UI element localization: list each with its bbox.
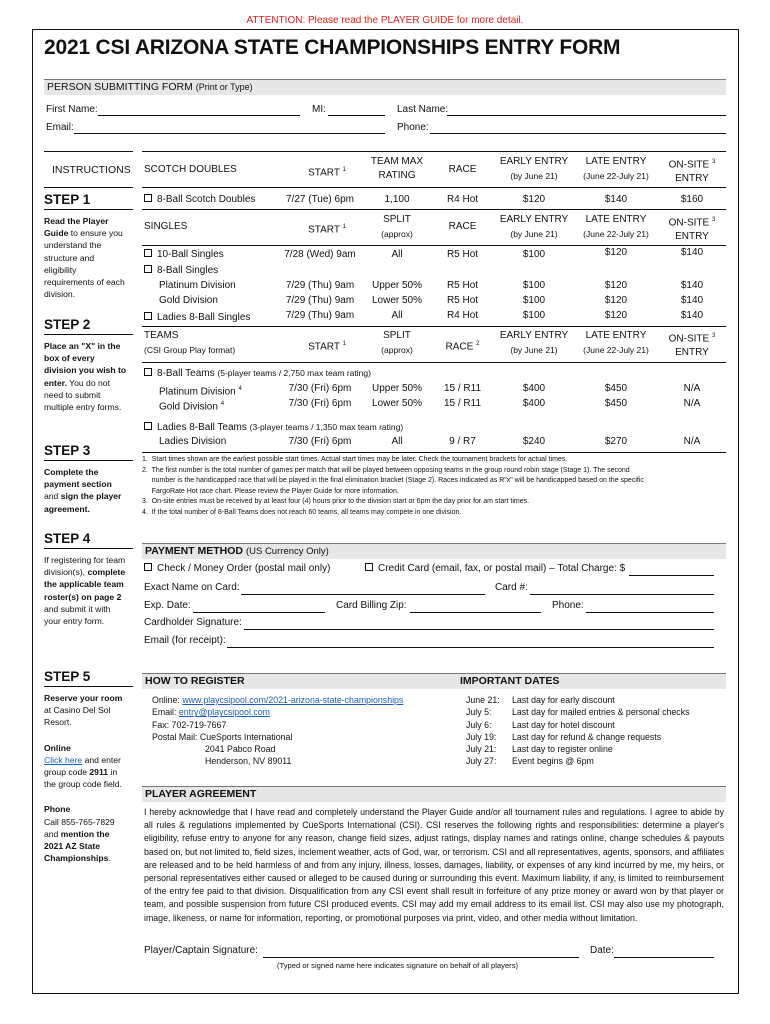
step-5-text: Reserve your room at Casino Del Sol Resort. [44,693,123,728]
mi-field[interactable] [328,115,385,116]
signature-label: Player/Captain Signature: [144,945,258,956]
hotel-click-here-link[interactable]: Click here [44,754,83,765]
teams-header: TEAMS (CSI Group Play format) [144,330,236,355]
mi-label: MI: [312,104,326,115]
table-row: Gold Division 7/29 (Thu) 9am Lower 50% R5 Hot $100 $120 $140 [159,295,704,306]
phone-field[interactable] [430,133,726,134]
last-name-field[interactable] [447,115,726,116]
step-4 [44,531,133,627]
card-number-field[interactable] [530,594,714,595]
step-3-text: Complete the payment section and sign the player agreement. [44,467,122,514]
ten-ball-singles-checkbox[interactable] [144,249,152,257]
signature-note: (Typed or signed name here indicates signature on behalf of all players) [277,961,519,970]
email-field[interactable] [74,133,385,134]
phone-label: Phone: [397,122,429,133]
date-field[interactable] [614,957,714,958]
card-name-field[interactable] [241,594,485,595]
agreement-text: I hereby acknowledge that I have read and completely understand the Player Guide and/or all tournament rules and regulations. I agree to abide by all rules & regulations implemented by CueSports International (CSI). CSI reserves the following rights and responsibilities: determine a player's eligibility, refuse entry to anyone for any reason, change field sizes, adjust ratings, display names and ratings online, change schedules & payouts based on, but not limited to, field sizes, inclement weather, acts of God, war, or terrorism. CSI and all representatives, agents, sponsors, and affiliates are released and to be held harmless of and from any injury, illness, losses, damages, liability, or expenses of any kind incurred by me, my heirs, or personal representatives either caused or alleged to be caused during or surrounding this event. Maximum liability, if any, is limited to reimbursement of the entry fee paid to that division. Disqualification from any CSI event shall result in forfeiture of any prize money or award won by that player or team, and possible suspension from future CSI produced events. CSI may add my email address to its email list. CSI may also use my photograph, image, likeness, or name for information, reporting, or promotional purposes via print, video, and other media without limitation. [144,807,724,923]
important-dates-heading: IMPORTANT DATES [460,675,560,687]
scotch-start-header: START $^1$ [308,167,346,179]
how-to-register-heading: HOW TO REGISTER [145,675,245,687]
page-title: 2021 CSI ARIZONA STATE CHAMPIONSHIPS ENTRY FORM [44,36,621,59]
step-2-title: STEP 2 [44,317,133,335]
eight-ball-singles-checkbox[interactable] [144,265,152,273]
attention-text: ATTENTION: Please read the [246,15,381,26]
receipt-email-field[interactable] [227,647,714,648]
last-name-label: Last Name: [397,104,449,115]
table-row: Gold Division $^4$ 7/30 (Fri) 6pm Lower 50% 15 / R11 $400 $450 N/A [159,398,701,413]
teams-rows [144,382,726,412]
first-name-label: First Name: [46,104,98,115]
ladies-singles-checkbox[interactable] [144,312,152,320]
step-5-online: Online Click here and enter group code 2911 in the group code field. [44,742,122,790]
exp-date-field[interactable] [193,612,325,613]
check-option[interactable]: Check / Money Order (postal mail only) [144,562,330,577]
step-1 [44,192,133,300]
table-row: Platinum Division $^4$ 7/30 (Fri) 6pm Upper 50% 15 / R11 $400 $450 N/A [159,383,701,398]
list-item: July 5: Last day for mailed entries & personal checks [466,707,690,718]
date-label: Date: [590,945,614,956]
step-3-title: STEP 3 [44,443,133,461]
total-charge-field[interactable] [629,575,714,576]
table-row[interactable]: 10-Ball Singles 7/28 (Wed) 9am All R5 Hot $100 $120 $140 [144,248,726,264]
table-row[interactable]: Ladies 8-Ball Singles 7/29 (Thu) 9am All R4 Hot $100 $120 $140 [144,309,726,324]
credit-card-checkbox[interactable] [365,563,373,571]
table-row[interactable]: 8-Ball Singles [144,264,726,279]
list-item: July 21: Last day to register online [466,744,613,755]
credit-card-option[interactable]: Credit Card (email, fax, or postal mail) – Total Charge: $ [365,562,625,577]
agreement-section-header: PLAYER AGREEMENT [142,786,726,802]
instructions-header: INSTRUCTIONS [44,151,133,188]
footnotes: 1. Start times shown are the earliest possible start times. Actual start times may be later. Check the tournament brackets for actual times. 2. The first number is the total number of games per match that will be played between opposing teams in the group round robin stage (Stage 1). The second number is the handicapped race that will be played in the final elimination bracket (Stage 2). Races indicated as R"x" will be handicapped based on the specific FargoRate Hot race chart. Please review the Player Guide for more information. 3. On-site entries must be received by at least four (4) hours prior to the division start or 6pm the day prior for am start times. 4. If the total number of 8-Ball Teams does not reach 60 teams, all teams may compete in one division. [142,452,726,518]
singles-start-header: START $^1$ [308,224,346,236]
payment-phone-field[interactable] [586,612,714,613]
important-dates-list [466,694,690,768]
step-5-title: STEP 5 [44,669,133,687]
step-1-title: STEP 1 [44,192,133,210]
step-4-title: STEP 4 [44,531,133,549]
cardholder-signature-field[interactable] [244,629,714,630]
singles-header: SINGLES [144,221,188,232]
ladies-teams-checkbox[interactable] [144,422,152,430]
list-item: July 6: Last day for hotel discount [466,719,615,730]
register-online-link[interactable]: www.playcsipool.com/2021-arizona-state-championships [182,695,404,705]
register-info: Online: www.playcsipool.com/2021-arizona-state-championships Email: entry@playcsipool.com Fax: 702-719-7667 Postal Mail: CueSports International 2041 Pabco Road Henderson, NV 89011 [152,695,404,767]
register-dates-header [142,673,726,689]
attention-text-end: for more detail. [454,15,524,26]
list-item: July 27: Event begins @ 6pm [466,756,594,767]
table-row: Platinum Division 7/29 (Thu) 9am Upper 50% R5 Hot $100 $120 $140 [159,280,704,291]
scotch-doubles-header: SCOTCH DOUBLES [144,164,237,175]
scotch-onsite-header: ON-SITE $^3$ ENTRY [668,159,716,185]
payment-section-header: PAYMENT METHOD (US Currency Only) [142,543,726,559]
step-5 [44,669,133,864]
scotch-early-header: EARLY ENTRY (by June 21) [499,156,569,181]
step-3 [44,443,133,515]
register-email-link[interactable]: entry@playcsipool.com [178,707,270,718]
team-max-rating-header: TEAM MAX RATING [370,156,424,181]
step-2 [44,317,133,413]
player-guide-link[interactable]: PLAYER GUIDE [380,15,454,26]
scotch-race-header: RACE [448,164,477,175]
eight-ball-teams-checkbox[interactable] [144,368,152,376]
list-item: June 21: Last day for early discount [466,695,615,705]
first-name-field[interactable] [98,115,300,116]
singles-split-header: SPLIT (approx) [381,214,413,239]
singles-rows [144,248,726,324]
scotch-doubles-row[interactable]: 8-Ball Scotch Doubles [144,193,255,208]
eight-ball-teams-row[interactable]: 8-Ball Teams (5-player teams / 2,750 max team rating) [144,366,371,382]
scotch-late-header: LATE ENTRY (June 22-July 21) [583,156,649,181]
step-4-text: If registering for team division(s), complete the applicable team roster(s) on page 2 and submit it with your entry form. [44,555,126,627]
step-5-phone: Phone Call 855-765-7829 and mention the 2021 AZ State Championships. [44,804,115,864]
email-label: Email: [46,122,74,133]
attention-note [0,15,770,26]
step-1-text: Read the Player Guide to ensure you understand the structure and eligibility requirements of each division. [44,216,125,300]
player-signature-field[interactable] [263,957,579,958]
billing-zip-field[interactable] [410,612,541,613]
step-2-text: Place an "X" in the box of every division you wish to enter. You do not need to submit multiple entry forms. [44,341,127,413]
scotch-doubles-checkbox[interactable] [144,194,152,202]
person-section-header: PERSON SUBMITTING FORM (Print or Type) [44,79,726,95]
check-checkbox[interactable] [144,563,152,571]
ladies-teams-row[interactable]: Ladies 8-Ball Teams (3-player teams / 1,350 max team rating) [144,420,403,436]
list-item: July 19: Last day for refund & change requests [466,731,662,742]
